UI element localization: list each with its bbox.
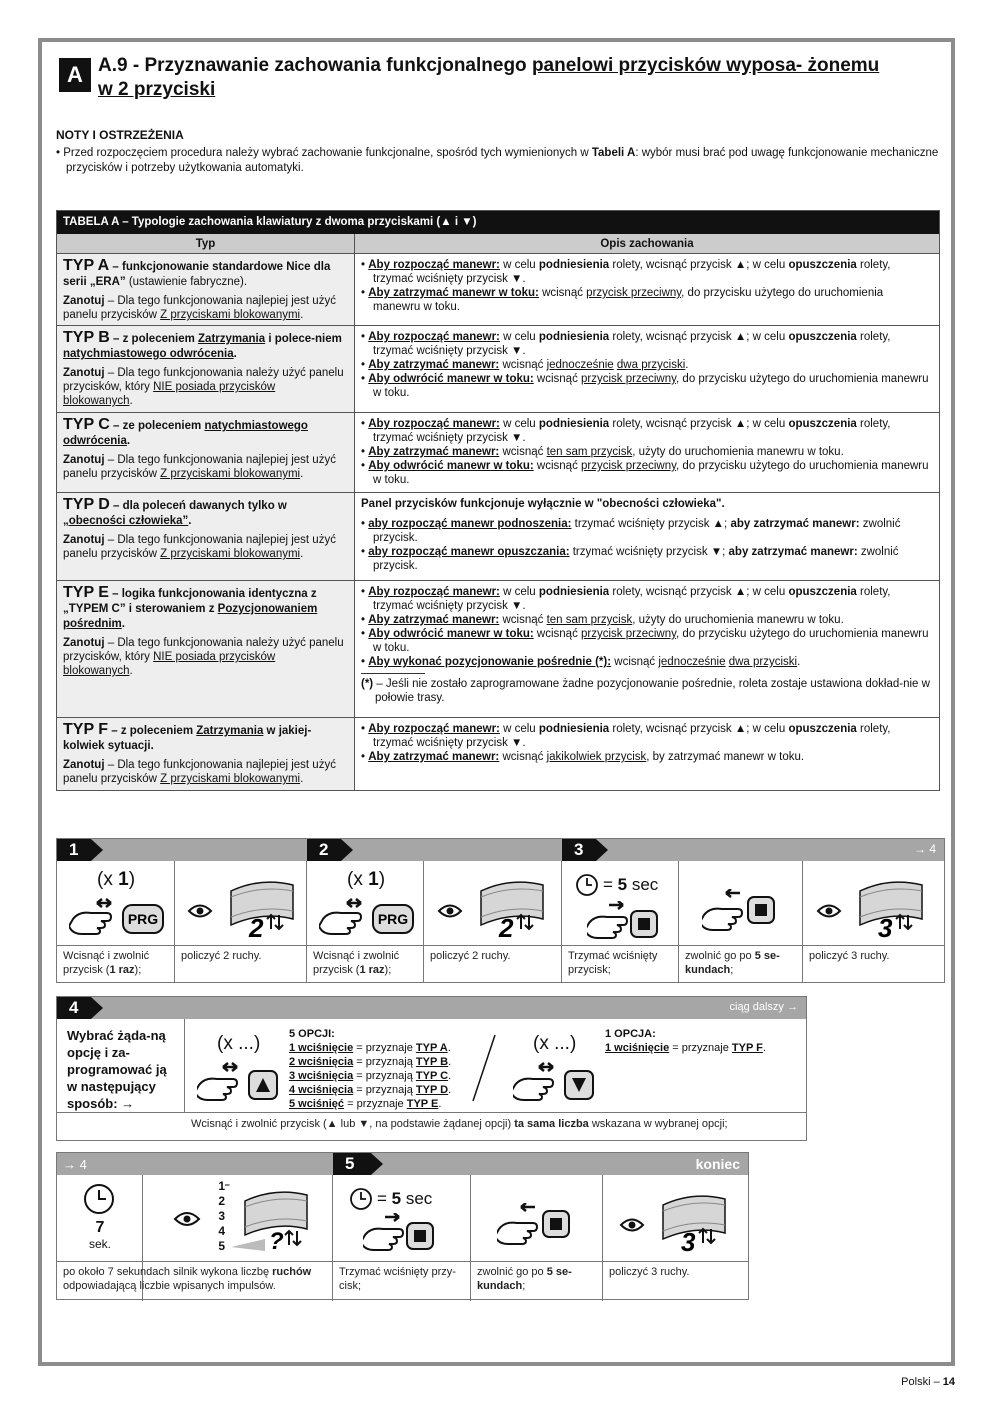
hand-release-stop-button-icon: [702, 889, 776, 933]
eye-icon: [173, 1209, 201, 1229]
steps-1-3: [56, 838, 945, 983]
step-4: [56, 996, 807, 1141]
hand-press-prg-icon: [69, 895, 169, 937]
step-5-caption-b: zwolnić go po 5 se-kundach;: [477, 1266, 572, 1292]
eye-blind-3-icon: [814, 875, 932, 943]
step-1-number: 1: [57, 839, 91, 861]
goto-step-4: → 4: [913, 842, 936, 856]
step-3-number: 3: [562, 839, 596, 861]
press-count-label: (x 1): [97, 869, 136, 890]
step-4-instruction: Wybrać żąda-ną opcję i za-programować ją w następujący sposób: →: [67, 1028, 167, 1111]
option-row: 3 wciśnięcia = przyznają TYP C.: [289, 1070, 452, 1082]
step-4-caption: Wcisnąć i zwolnić przycisk (▲ lub ▼, na podstawie żądanej opcji) ta sama liczba wskazana w wybranej opcji;: [191, 1118, 728, 1130]
option-row: 1 wciśnięcie = przyznaje TYP A.: [289, 1042, 451, 1054]
option-row: 1 wciśnięcie = przyznaje TYP F.: [605, 1042, 766, 1054]
table-row-typ-d: TYP D – dla poleceń dawanych tylko w „obecności człowieka”. Zanotuj – Dla tego funkcjonowania najlepiej jest użyć panelu przycisków Z przyciskami blokowanymi. Panel przycisków funkcjonuje wyłącznie w "obecności człowieka". • aby rozpocząć manewr podnoszenia: trzymać wciśnięty przycisk ▲; aby zatrzymać manewr: zwolnić przycisk. • aby rozpocząć manewr opuszczania: trzymać wciśnięty przycisk ▼; aby zatrzymać manewr: zwolnić przycisk.: [57, 493, 939, 581]
divider-slash: [469, 1033, 499, 1103]
page-frame: [38, 38, 955, 1366]
table-header: [57, 234, 939, 254]
option-row: 5 wciśnięć = przyznaje TYP E.: [289, 1098, 442, 1110]
hold-time-label: = 5 sec: [377, 1189, 433, 1208]
svg-text:3: 3: [681, 1227, 696, 1257]
step-3-caption-c: policzyć 3 ruchy.: [809, 950, 890, 962]
hand-press-prg-icon: [319, 895, 419, 937]
continued-label: ciąg dalszy →: [729, 1001, 798, 1013]
table-title: TABELA A – Typologie zachowania klawiatury z dwoma przyciskami (▲ i ▼): [57, 211, 939, 234]
clock-icon: [575, 873, 599, 897]
step-3-caption-a: Trzymać wciśnięty przycisk;: [568, 950, 658, 976]
hold-time-label: = 5 sec: [603, 875, 659, 894]
step-5-number: 5: [333, 1153, 371, 1175]
end-label: koniec: [695, 1156, 740, 1172]
press-count-label: (x 1): [347, 869, 386, 890]
step-4-number: 4: [57, 997, 91, 1019]
svg-text:2: 2: [249, 913, 264, 943]
one-option-list: 1 OPCJA: 1 wciśnięcie = przyznaje TYP F.: [605, 1027, 801, 1055]
clock-icon: [349, 1187, 373, 1211]
svg-text:PRG: PRG: [127, 911, 159, 927]
eye-blind-3-icon: [617, 1189, 735, 1257]
page-footer: Polski – 14: [901, 1376, 955, 1388]
press-count-label: (x ...): [533, 1033, 577, 1054]
section-title: A.9 - Przyznawanie zachowania funkcjonalnego panelowi przycisków wyposa- żonemu w 2 przyciski: [98, 55, 880, 100]
col-desc-header: Opis zachowania: [600, 238, 694, 250]
option-row: 2 wciśnięcia = przyznają TYP B.: [289, 1056, 452, 1068]
hand-hold-stop-button-icon: [363, 1213, 437, 1253]
step-2-number: 2: [307, 839, 341, 861]
col-type-header: Typ: [57, 234, 355, 253]
table-row-typ-a: TYP A – funkcjonowanie standardowe Nice dla serii „ERA” (ustawienie fabryczne). Zanotuj – Dla tego funkcjonowania najlepiej jest użyć panelu przycisków Z przyciskami blokowanymi. • Aby rozpocząć manewr: w celu podniesienia rolety, wcisnąć przycisk ▲; w celu opuszczenia rolety, trzymać wciśnięty przycisk ▼. • Aby zatrzymać manewr w toku: wcisnąć przycisk przeciwny, do przycisku użytego do uruchomienia manewru w toku.: [57, 254, 939, 326]
step-5-caption-c: policzyć 3 ruchy.: [609, 1266, 690, 1278]
table-a: [56, 210, 940, 791]
notes-heading: NOTY I OSTRZEŻENIA: [56, 128, 184, 142]
steps-wait-5: [56, 1152, 749, 1300]
wait-caption: po około 7 sekundach silnik wykona liczbę ruchów odpowiadającą liczbie wpisanych impulsów.: [63, 1266, 312, 1292]
clock-icon: [83, 1183, 115, 1215]
step-1-caption-b: policzyć 2 ruchy.: [181, 950, 262, 962]
goto-step-4: → 4: [63, 1157, 87, 1172]
press-count-label: (x ...): [217, 1033, 261, 1054]
step-2-caption-b: policzyć 2 ruchy.: [430, 950, 511, 962]
wait-seconds-unit: sek.: [88, 1237, 111, 1251]
option-row: 4 wciśnięcia = przyznają TYP D.: [289, 1084, 452, 1096]
table-row-typ-c: TYP C – ze poleceniem natychmiastowego odwrócenia. Zanotuj – Dla tego funkcjonowania najlepiej jest użyć panelu przycisków Z przyciskami blokowanymi. • Aby rozpocząć manewr: w celu podniesienia rolety, wcisnąć przycisk ▲; w celu opuszczenia rolety, trzymać wciśnięty przycisk ▼. • Aby zatrzymać manewr: wcisnąć ten sam przycisk, użyty do uruchomienia manewru w toku. • Aby odwrócić manewr w toku: wcisnąć przycisk przeciwny, do przycisku użytego do uruchomienia manewru w toku.: [57, 413, 939, 493]
hand-release-stop-button-icon: [497, 1203, 571, 1247]
movement-counts: 1 2 3 4 5: [218, 1179, 225, 1253]
table-row-typ-e: TYP E – logika funkcjonowania identyczna z „TYPEM C” i sterowaniem z Pozycjonowaniem pośrednim. Zanotuj – Dla tego funkcjonowania należy użyć panelu przycisków, który NIE posiada przycisków blokowanych. • Aby rozpocząć manewr: w celu podniesienia rolety, wcisnąć przycisk ▲; w celu opuszczenia rolety, trzymać wciśnięty przycisk ▼. • Aby zatrzymać manewr: wcisnąć ten sam przycisk, użyty do uruchomienia manewru w toku. • Aby odwrócić manewr w toku: wcisnąć przycisk przeciwny, do przycisku użytego do uruchomienia manewru w toku. • Aby wykonać pozycjonowanie pośrednie (*): wcisnąć jednocześnie dwa przyciski. (*) – Jeśli nie zostało zaprogramowane żadne pozycjonowanie pośrednie, roleta zostaje ustawiona dokład-nie w połowie trasy.: [57, 581, 939, 718]
notes-bullet: • Przed rozpoczęciem procedura należy wybrać zachowanie funkcjonalne, spośród tych wymienionych w Tabeli A: wybór musi brać pod uwagę funkcjonowanie mechaniczne przycisków i potrzeby użytkowania automatyki.: [56, 147, 939, 174]
section-badge: A: [59, 58, 91, 92]
svg-text:2: 2: [499, 913, 514, 943]
step-5-caption-a: Trzymać wciśnięty przy-cisk;: [339, 1266, 456, 1292]
svg-text:3: 3: [878, 913, 893, 943]
hand-press-down-button-icon: [513, 1061, 597, 1103]
blind-question-moves-icon: [225, 1181, 331, 1259]
wait-seconds: 7: [95, 1219, 105, 1236]
hand-press-up-button-icon: [197, 1061, 281, 1103]
svg-text:PRG: PRG: [377, 911, 409, 927]
step-3-caption-b: zwolnić go po 5 se-kundach;: [685, 950, 780, 976]
table-row-typ-b: TYP B – z poleceniem Zatrzymania i polece-niem natychmiastowego odwrócenia. Zanotuj – Dla tego funkcjonowania należy użyć panelu przycisków, który NIE posiada przycisków blokowanych. • Aby rozpocząć manewr: w celu podniesienia rolety, wcisnąć przycisk ▲; w celu opuszczenia rolety, trzymać wciśnięty przycisk ▼. • Aby zatrzymać manewr: wcisnąć jednocześnie dwa przyciski. • Aby odwrócić manewr w toku: wcisnąć przycisk przeciwny, do przycisku użytego do uruchomienia manewru w toku.: [57, 326, 939, 413]
footnote-separator: [361, 673, 425, 674]
svg-text:?: ?: [269, 1228, 284, 1255]
eye-blind-2-icon: [185, 875, 303, 943]
five-options-list: 5 OPCJI: 1 wciśnięcie = przyznaje TYP A. 2 wciśnięcia = przyznają TYP B. 3 wciśnięcia = przyznają TYP C. 4 wciśnięcia = przyznają TYP D. 5 wciśnięć = przyznaje TYP E.: [289, 1027, 499, 1111]
eye-blind-2-icon: [435, 875, 553, 943]
step-1-caption-a: Wcisnąć i zwolnić przycisk (1 raz);: [63, 950, 150, 976]
table-row-typ-f: TYP F – z poleceniem Zatrzymania w jakiej-kolwiek sytuacji. Zanotuj – Dla tego funkcjonowania najlepiej jest użyć panelu przycisków Z przyciskami blokowanymi. • Aby rozpocząć manewr: w celu podniesienia rolety, wcisnąć przycisk ▲; w celu opuszczenia rolety, trzymać wciśnięty przycisk ▼. • Aby zatrzymać manewr: wcisnąć jakikolwiek przycisk, by zatrzymać manewr w toku.: [57, 718, 939, 790]
step-2-caption-a: Wcisnąć i zwolnić przycisk (1 raz);: [313, 950, 400, 976]
hand-hold-stop-button-icon: [587, 901, 661, 941]
